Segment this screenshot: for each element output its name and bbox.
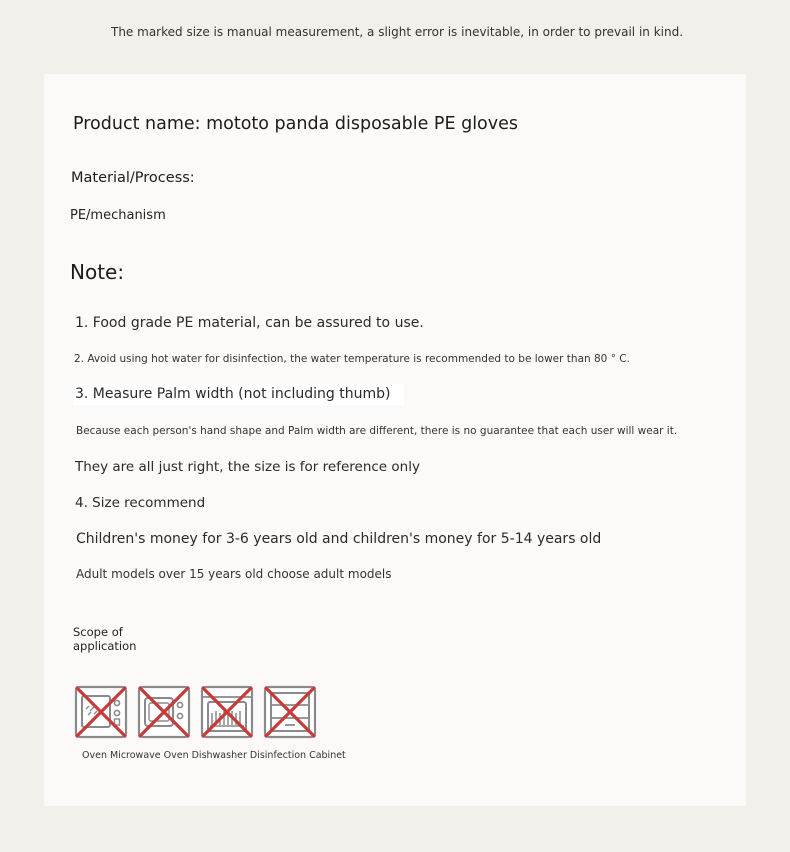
size-disclaimer: The marked size is manual measurement, a slight error is inevitable, in order to prevail in kind. xyxy=(111,25,684,39)
oven-icon xyxy=(74,685,128,739)
note-item: 4. Size recommend xyxy=(75,495,206,511)
product-name: Product name: mototo panda disposable PE gloves xyxy=(73,114,519,134)
note-item: They are all just right, the size is for reference only xyxy=(75,459,420,475)
note-item: Children's money for 3-6 years old and children's money for 5-14 years old xyxy=(76,531,602,547)
note-item: Because each person's hand shape and Palm width are different, there is no guarantee that each user will wear it. xyxy=(76,425,678,437)
material-value: PE/mechanism xyxy=(70,208,166,223)
note-item: 2. Avoid using hot water for disinfection, the water temperature is recommended to be lower than 80 ° C. xyxy=(74,353,630,365)
microwave-oven-icon xyxy=(137,685,191,739)
material-label: Material/Process: xyxy=(71,170,195,186)
note-item: Adult models over 15 years old choose adult models xyxy=(76,567,392,581)
dishwasher-icon xyxy=(200,685,254,739)
icon-caption: Oven Microwave Oven Dishwasher Disinfection Cabinet xyxy=(82,750,346,761)
note-item: 3. Measure Palm width (not including thumb) xyxy=(73,384,404,405)
note-heading: Note: xyxy=(70,260,125,284)
scope-of-application-label: Scope of application xyxy=(73,625,137,653)
disinfection-cabinet-icon xyxy=(263,685,317,739)
note-item: 1. Food grade PE material, can be assured to use. xyxy=(75,315,424,331)
product-info-card xyxy=(44,74,746,806)
